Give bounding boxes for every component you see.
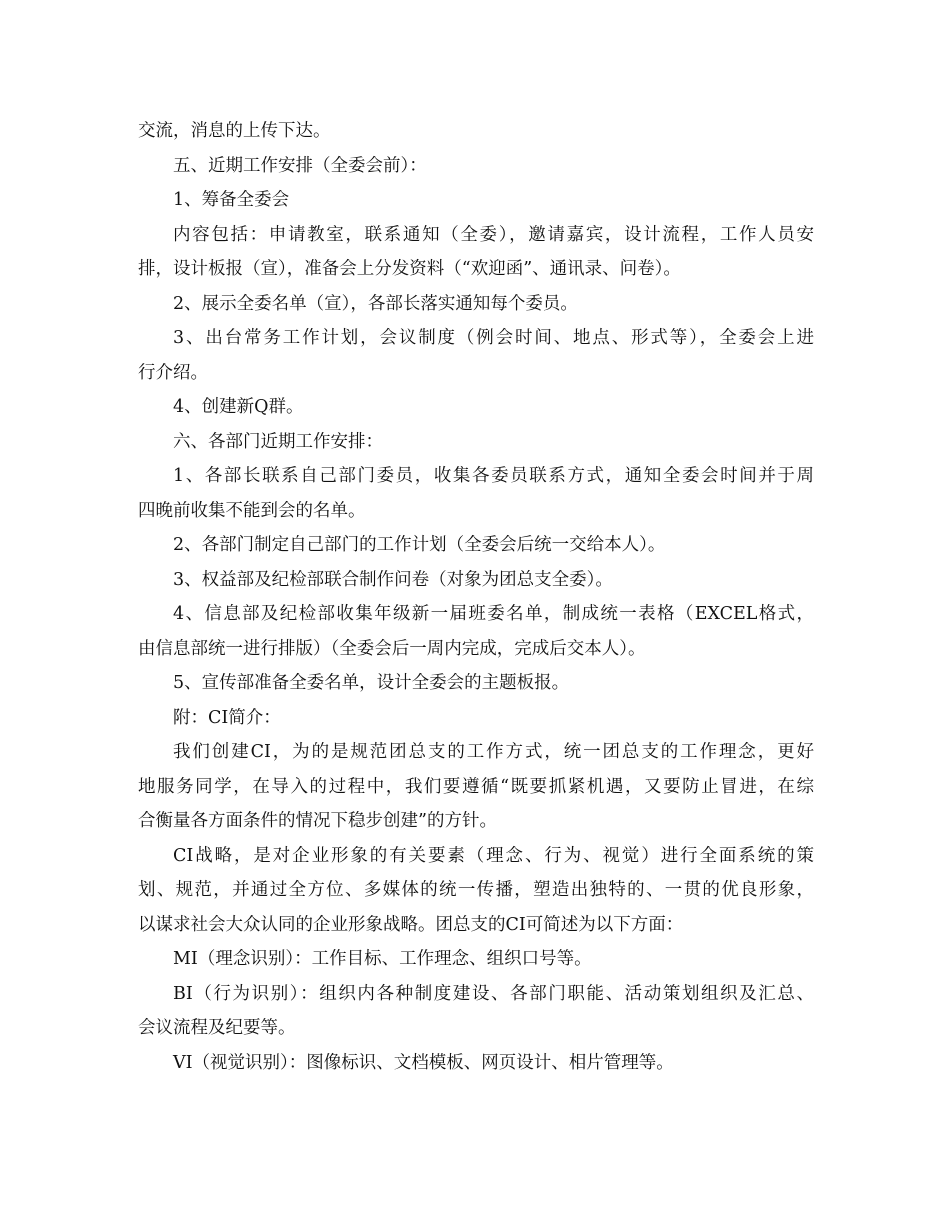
text-line: 交流，消息的上传下达。 — [138, 121, 331, 141]
text-line: VI（视觉识别）：图像标识、文档模板、网页设计、相片管理等。 — [173, 1052, 674, 1073]
text-line: 合衡量各方面条件的情况下稳步创建”的方针。 — [138, 811, 497, 831]
text-line: 内容包括：申请教室，联系通知（全委），邀请嘉宾，设计流程，工作人员安 — [173, 224, 814, 245]
document-body — [138, 114, 814, 1080]
list-item: 4、创建新Q群。 — [173, 397, 304, 417]
text-line: 排，设计板报（宣），准备会上分发资料（“欢迎函”、通讯录、问卷）。 — [138, 259, 681, 279]
text-line: 以谋求社会大众认同的企业形象战略。团总支的CI可简述为以下方面： — [138, 914, 684, 935]
section-heading: 五、近期工作安排（全委会前）： — [173, 155, 427, 176]
text-line: 行介绍。 — [138, 362, 208, 383]
section-heading: 六、各部门近期工作安排： — [173, 431, 383, 452]
list-item: 5、宣传部准备全委名单，设计全委会的主题板报。 — [173, 673, 570, 693]
text-line: 地服务同学，在导入的过程中，我们要遵循“既要抓紧机遇，又要防止冒进，在综 — [138, 776, 814, 797]
text-line: 会议流程及纪要等。 — [138, 1018, 296, 1038]
text-line: CI战略，是对企业形象的有关要素（理念、行为、视觉）进行全面系统的策 — [173, 845, 814, 866]
list-item: 2、展示全委名单（宣），各部长落实通知每个委员。 — [173, 293, 578, 314]
text-line: BI（行为识别）：组织内各种制度建设、各部门职能、活动策划组织及汇总、 — [173, 983, 814, 1004]
list-item: 1、筹备全委会 — [173, 190, 290, 210]
list-item: 3、权益部及纪检部联合制作问卷（对象为团总支全委）。 — [173, 569, 613, 590]
list-item: 1、各部长联系自己部门委员，收集各委员联系方式，通知全委会时间并于周 — [173, 466, 814, 486]
list-item: 4、信息部及纪检部收集年级新一届班委名单，制成统一表格（EXCEL格式， — [173, 604, 814, 624]
list-item: 3、出台常务工作计划，会议制度（例会时间、地点、形式等），全委会上进 — [173, 328, 814, 348]
section-heading: 附：CI简介： — [173, 707, 281, 728]
text-line: MI（理念识别）：工作目标、工作理念、组织口号等。 — [173, 949, 592, 969]
text-line: 划、规范，并通过全方位、多媒体的统一传播，塑造出独特的、一贯的优良形象， — [138, 880, 814, 900]
text-line: 我们创建CI，为的是规范团总支的工作方式，统一团总支的工作理念，更好 — [173, 742, 814, 762]
text-line: 由信息部统一进行排版）（全委会后一周内完成，完成后交本人）。 — [138, 638, 646, 659]
text-line: 四晚前收集不能到会的名单。 — [138, 500, 366, 521]
list-item: 2、各部门制定自己部门的工作计划（全委会后统一交给本人）。 — [173, 535, 666, 555]
